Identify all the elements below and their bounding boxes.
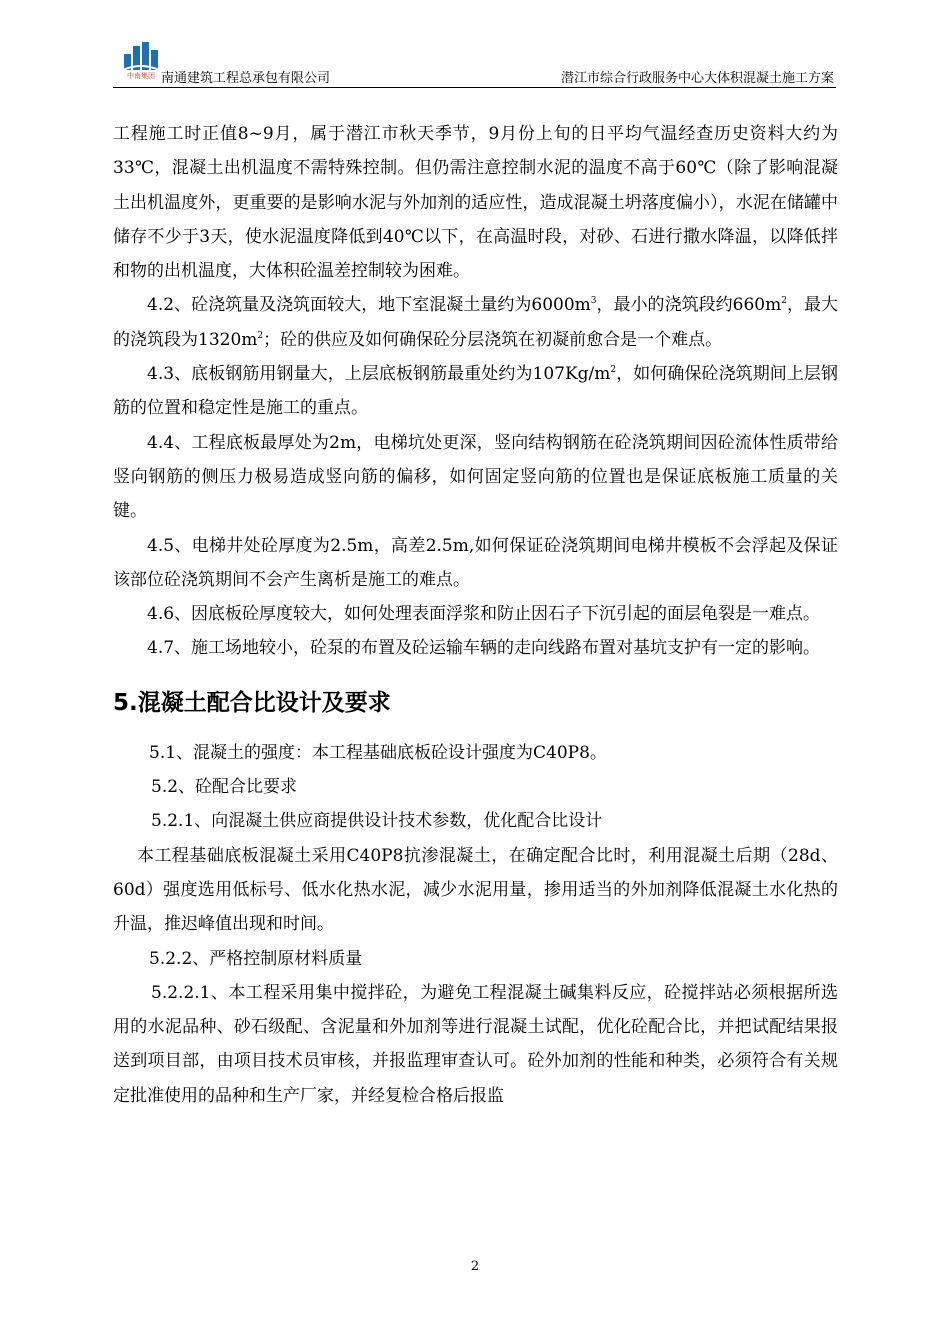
document-title: 潜江市综合行政服务中心大体积混凝土施工方案 (560, 71, 834, 86)
paragraph-4-7: 4.7、施工场地较小，砼泵的布置及砼运输车辆的走向线路布置对基坑支护有一定的影响。 (147, 638, 821, 659)
logo-icon (121, 40, 161, 82)
paragraph-5-2-1: 5.2.1、向混凝土供应商提供设计技术参数，优化配合比设计 (151, 811, 603, 832)
paragraph-5-1: 5.1、混凝土的强度：本工程基础底板砼设计强度为C40P8。 (149, 742, 607, 763)
page-number: 2 (470, 1259, 480, 1274)
paragraph-4-5: 4.5、电梯井处砼厚度为2.5m，高差2.5m,如何保证砼浇筑期间电梯井模板不会浮起及保证该部位砼浇筑期间不会产生离析是施工的难点。 (113, 535, 838, 590)
paragraph-5-2-1-body: 本工程基础底板混凝土采用C40P8抗渗混凝土，在确定配合比时，利用混凝土后期（28d、60d）强度选用低标号、低水化热水泥，减少水泥用量，掺用适当的外加剂降低混凝土水化热的升温，推迟峰值出现和时间。 (113, 845, 838, 935)
superscript: 2 (781, 296, 787, 307)
page-content (113, 117, 838, 1113)
superscript: 3 (590, 296, 597, 307)
paragraph-4-6: 4.6、因底板砼厚度较大，如何处理表面浮浆和防止因石子下沉引起的面层龟裂是一难点。 (147, 604, 821, 625)
paragraph-4-2 (113, 288, 838, 357)
text-run: 4.3、底板钢筋用钢量大，上层底板钢筋最重处约为107Kg/m (147, 364, 611, 385)
paragraph-5-2-2: 5.2.2、严格控制原材料质量 (149, 948, 363, 969)
page-header (113, 38, 836, 88)
text-run: ，最小的浇筑段约660m (596, 295, 782, 316)
text-run: 4.2、砼浇筑量及浇筑面较大，地下室混凝土量约为6000m (147, 295, 591, 316)
text-run: ；砼的供应及如何确保砼分层浇筑在初凝前愈合是一个难点。 (263, 329, 723, 350)
text-run: ，如何确保砼浇筑期间上层钢筋的位置和稳定性是施工的重点。 (113, 364, 838, 419)
paragraph-5-2-2-1: 5.2.2.1、本工程采用集中搅拌砼，为避免工程混凝土碱集料反应，砼搅拌站必须根据所选用的水泥品种、砂石级配、含泥量和外加剂等进行混凝土试配，优化砼配合比，并把试配结果报送到项目部，由项目技术员审核，并报监理审查认可。砼外加剂的性能和种类，必须符合有关规定批准使用的品种和生产厂家，并经复检合格后报监 (113, 982, 838, 1106)
section-heading-5: 5.混凝土配合比设计及要求 (113, 689, 391, 716)
superscript: 2 (610, 365, 617, 376)
paragraph-4-4: 4.4、工程底板最厚处为2m，电梯坑处更深，竖向结构钢筋在砼浇筑期间因砼流体性质带给竖向钢筋的侧压力极易造成竖向筋的偏移，如何固定竖向筋的位置也是保证底板施工质量的关键。 (113, 432, 838, 522)
paragraph-5-2: 5.2、砼配合比要求 (151, 777, 298, 798)
company-name: 南通建筑工程总承包有限公司 (161, 71, 331, 86)
superscript: 2 (257, 330, 264, 341)
paragraph-intro: 工程施工时正值8~9月，属于潜江市秋天季节，9月份上旬的日平均气温经查历史资料大约为33℃，混凝土出机温度不需特殊控制。但仍需注意控制水泥的温度不高于60℃（除了影响混凝土出机温度外，更重要的是影响水泥与外加剂的适应性，造成混凝土坍落度偏小），水泥在储罐中储存不少于3天，使水泥温度降低到40℃以下，在高温时段，对砂、石进行撒水降温，以降低拌和物的出机温度，大体积砼温差控制较为困难。 (113, 124, 838, 282)
company-logo (121, 40, 161, 82)
text-run: ，最大的浇筑段为1320m (113, 295, 838, 350)
paragraph-4-3 (113, 357, 838, 426)
logo-text: 中南集团 (127, 72, 155, 80)
